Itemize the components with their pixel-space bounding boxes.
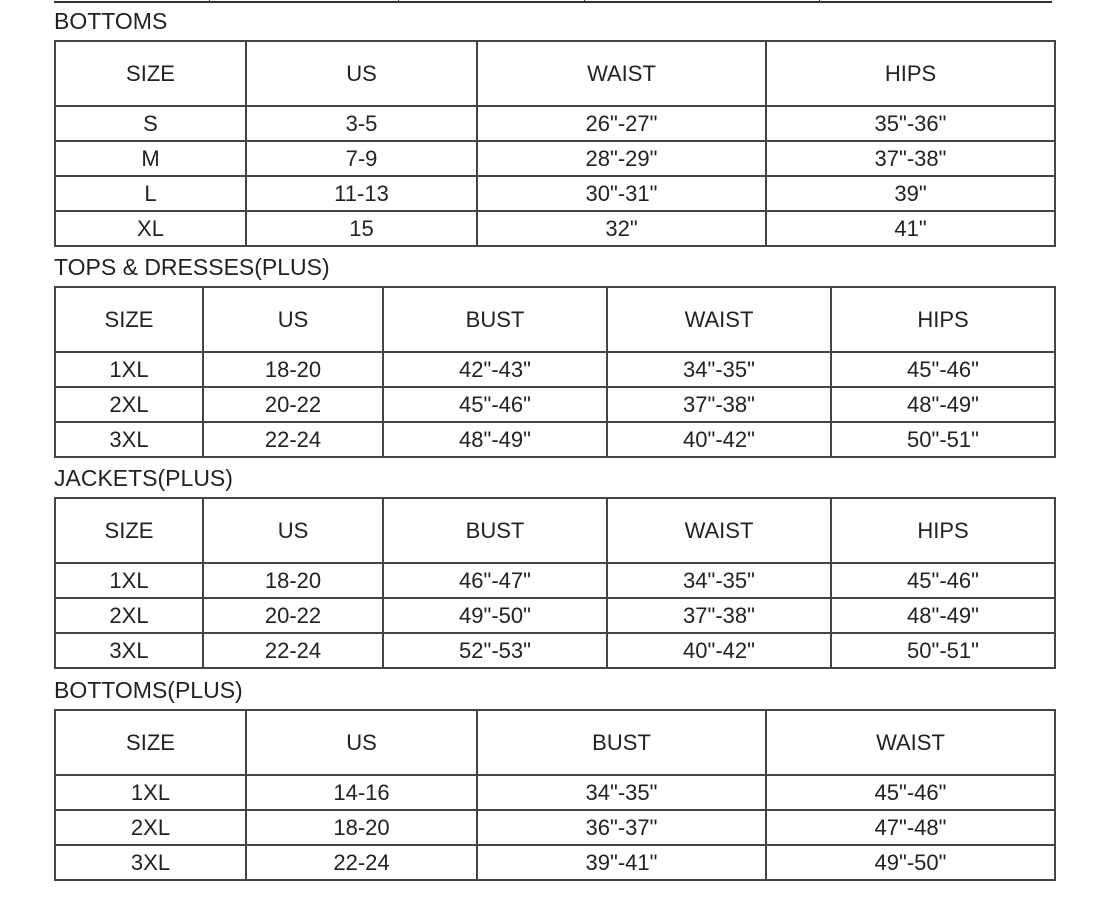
size-table-tops-dresses-plus bbox=[54, 286, 1056, 458]
table-cell: XL bbox=[55, 211, 246, 246]
table-row bbox=[55, 387, 1055, 422]
table-cell: 3XL bbox=[55, 633, 203, 668]
table-cell: 52"-53" bbox=[383, 633, 607, 668]
table-cell: 35"-36" bbox=[766, 106, 1055, 141]
table-row bbox=[55, 810, 1055, 845]
table-cell: 18-20 bbox=[203, 563, 383, 598]
table-cell: 45"-46" bbox=[831, 563, 1055, 598]
table-cell: 39"-41" bbox=[477, 845, 766, 880]
previous-table-edge bbox=[54, 0, 1052, 3]
table-row bbox=[55, 633, 1055, 668]
table-cell: 37"-38" bbox=[607, 387, 831, 422]
header-cell: US bbox=[246, 710, 477, 775]
table-row bbox=[55, 352, 1055, 387]
header-cell: SIZE bbox=[55, 41, 246, 106]
table-cell: 48"-49" bbox=[831, 598, 1055, 633]
table-cell: 36"-37" bbox=[477, 810, 766, 845]
table-cell: 37"-38" bbox=[607, 598, 831, 633]
table-cell: 15 bbox=[246, 211, 477, 246]
table-cell: 20-22 bbox=[203, 598, 383, 633]
table-cell: 48"-49" bbox=[831, 387, 1055, 422]
table-cell: 28"-29" bbox=[477, 141, 766, 176]
header-cell: SIZE bbox=[55, 287, 203, 352]
table-row bbox=[55, 211, 1055, 246]
table-cell: 46"-47" bbox=[383, 563, 607, 598]
table-cell: 47"-48" bbox=[766, 810, 1055, 845]
table-row bbox=[55, 422, 1055, 457]
section-title-bottoms: BOTTOMS bbox=[54, 8, 168, 34]
table-row bbox=[55, 141, 1055, 176]
header-cell: US bbox=[246, 41, 477, 106]
header-cell: US bbox=[203, 498, 383, 563]
header-cell: SIZE bbox=[55, 498, 203, 563]
size-table-bottoms-plus bbox=[54, 709, 1056, 881]
table-cell: 42"-43" bbox=[383, 352, 607, 387]
header-cell: WAIST bbox=[766, 710, 1055, 775]
table-header-row bbox=[55, 287, 1055, 352]
header-cell: WAIST bbox=[607, 287, 831, 352]
header-cell: SIZE bbox=[55, 710, 246, 775]
header-cell: BUST bbox=[383, 498, 607, 563]
table-cell: 1XL bbox=[55, 352, 203, 387]
size-table-jackets-plus bbox=[54, 497, 1056, 669]
table-cell: 22-24 bbox=[203, 633, 383, 668]
section-title-jackets-plus: JACKETS(PLUS) bbox=[54, 465, 233, 491]
table-cell: 22-24 bbox=[203, 422, 383, 457]
table-cell: 26"-27" bbox=[477, 106, 766, 141]
table-cell: 39" bbox=[766, 176, 1055, 211]
header-cell: WAIST bbox=[477, 41, 766, 106]
table-cell: 7-9 bbox=[246, 141, 477, 176]
table-row bbox=[55, 845, 1055, 880]
table-cell: 40"-42" bbox=[607, 422, 831, 457]
table-row bbox=[55, 598, 1055, 633]
header-cell: BUST bbox=[477, 710, 766, 775]
header-cell: HIPS bbox=[831, 287, 1055, 352]
size-table-bottoms bbox=[54, 40, 1056, 247]
table-cell: 2XL bbox=[55, 810, 246, 845]
table-cell: 40"-42" bbox=[607, 633, 831, 668]
table-cell: 18-20 bbox=[203, 352, 383, 387]
table-cell: 34"-35" bbox=[607, 563, 831, 598]
header-cell: US bbox=[203, 287, 383, 352]
table-cell: 1XL bbox=[55, 775, 246, 810]
table-cell: 49"-50" bbox=[383, 598, 607, 633]
table-cell: 20-22 bbox=[203, 387, 383, 422]
table-cell: 50"-51" bbox=[831, 633, 1055, 668]
table-cell: 37"-38" bbox=[766, 141, 1055, 176]
table-cell: S bbox=[55, 106, 246, 141]
table-cell: 41" bbox=[766, 211, 1055, 246]
table-cell: 45"-46" bbox=[766, 775, 1055, 810]
header-cell: HIPS bbox=[766, 41, 1055, 106]
table-row bbox=[55, 563, 1055, 598]
table-cell: 45"-46" bbox=[831, 352, 1055, 387]
table-row bbox=[55, 176, 1055, 211]
table-cell: 3-5 bbox=[246, 106, 477, 141]
table-cell: L bbox=[55, 176, 246, 211]
table-cell: 48"-49" bbox=[383, 422, 607, 457]
table-cell: M bbox=[55, 141, 246, 176]
table-cell: 49"-50" bbox=[766, 845, 1055, 880]
table-header-row bbox=[55, 710, 1055, 775]
table-cell: 1XL bbox=[55, 563, 203, 598]
header-cell: HIPS bbox=[831, 498, 1055, 563]
table-cell: 3XL bbox=[55, 845, 246, 880]
table-cell: 2XL bbox=[55, 598, 203, 633]
table-cell: 11-13 bbox=[246, 176, 477, 211]
table-header-row bbox=[55, 498, 1055, 563]
section-title-tops-dresses-plus: TOPS & DRESSES(PLUS) bbox=[54, 254, 330, 280]
section-title-bottoms-plus: BOTTOMS(PLUS) bbox=[54, 677, 243, 703]
header-cell: WAIST bbox=[607, 498, 831, 563]
header-cell: BUST bbox=[383, 287, 607, 352]
table-header-row bbox=[55, 41, 1055, 106]
table-cell: 34"-35" bbox=[477, 775, 766, 810]
table-cell: 45"-46" bbox=[383, 387, 607, 422]
table-cell: 22-24 bbox=[246, 845, 477, 880]
table-cell: 18-20 bbox=[246, 810, 477, 845]
table-cell: 34"-35" bbox=[607, 352, 831, 387]
table-row bbox=[55, 775, 1055, 810]
table-cell: 14-16 bbox=[246, 775, 477, 810]
table-cell: 3XL bbox=[55, 422, 203, 457]
table-cell: 32" bbox=[477, 211, 766, 246]
table-cell: 30"-31" bbox=[477, 176, 766, 211]
table-row bbox=[55, 106, 1055, 141]
table-cell: 50"-51" bbox=[831, 422, 1055, 457]
table-cell: 2XL bbox=[55, 387, 203, 422]
